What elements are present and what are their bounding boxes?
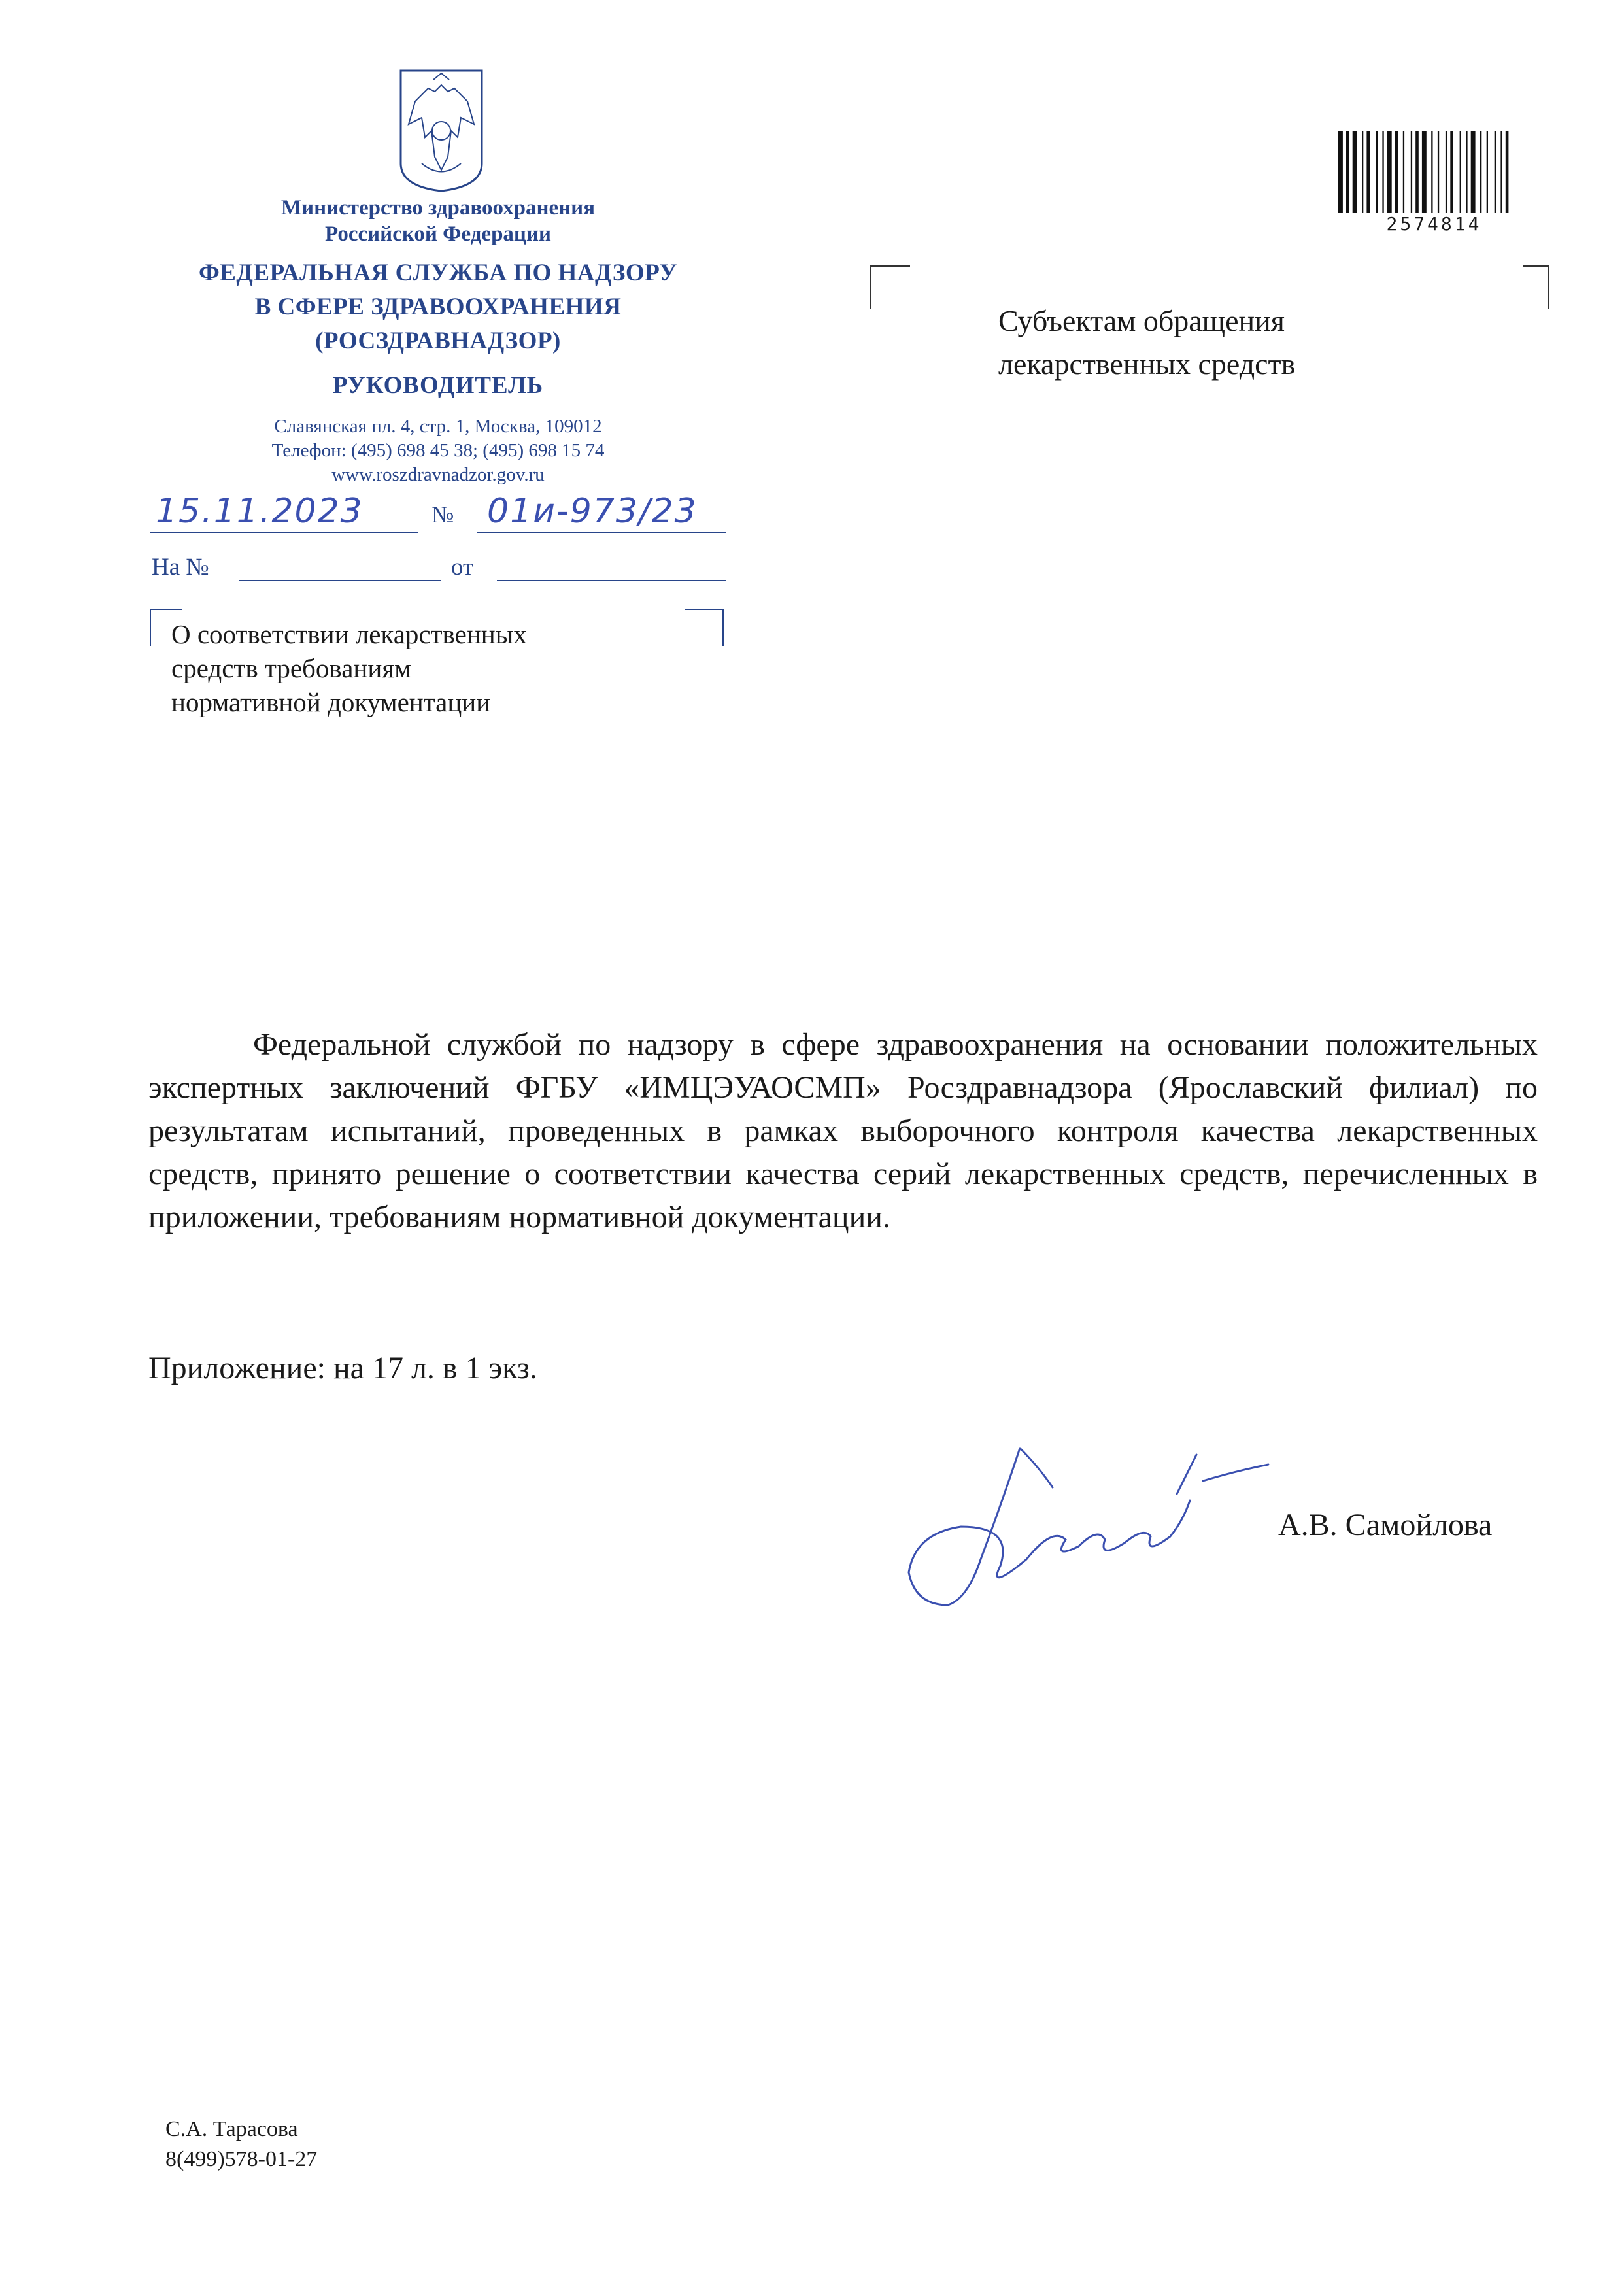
- addressee: [998, 299, 1443, 386]
- subject-line-2: средств требованиям: [171, 653, 412, 683]
- service-line-3: (РОСЗДРАВНАДЗОР): [315, 328, 561, 354]
- registration-number: 01и-973/23: [487, 492, 698, 531]
- contact-block: [157, 415, 719, 487]
- barcode-number: 2574814: [1386, 213, 1482, 235]
- attachment-note: Приложение: на 17 л. в 1 экз.: [148, 1351, 537, 1385]
- number-sign: №: [431, 501, 454, 528]
- reference-number-line: [239, 575, 441, 583]
- ministry-line-1: Министерство здравоохранения: [280, 196, 596, 220]
- registration-date: 15.11.2023: [156, 492, 364, 531]
- barcode-icon: [1337, 131, 1531, 213]
- letter-body: Федеральной службой по надзору в сфере здравоохранения на основании положительных экспертных заключений ФГБУ «ИМЦЭУАОСМП» Росздравнадзора (Ярославский филиал) по результатам испытаний, проведенных в рамках выборочного контроля качества лекарственных средств, принято решение о соответствии качества серий лекарственных средств, перечисленных в приложении, требованиям нормативной документации.: [148, 1027, 1538, 1234]
- phone-numbers: Телефон: (495) 698 45 38; (495) 698 15 74: [271, 440, 605, 461]
- reference-date-line: [497, 575, 726, 583]
- signer-name: А.В. Самойлова: [1278, 1508, 1493, 1542]
- position-title: РУКОВОДИТЕЛЬ: [332, 372, 544, 399]
- website: www.roszdravnadzor.gov.ru: [331, 464, 545, 485]
- postal-address: Славянская пл. 4, стр. 1, Москва, 109012: [274, 416, 602, 437]
- state-emblem-icon: [396, 65, 487, 193]
- ministry-line-2: Российской Федерации: [325, 222, 551, 246]
- service-name: [124, 256, 752, 358]
- subject-line-3: нормативной документации: [171, 687, 491, 717]
- executor-phone: 8(499)578-01-27: [165, 2147, 318, 2171]
- ministry-name: [157, 195, 719, 247]
- handwritten-signature: [902, 1429, 1281, 1618]
- reference-label: На №: [152, 554, 209, 581]
- letter-subject: [171, 617, 642, 719]
- service-line-2: В СФЕРЕ ЗДРАВООХРАНЕНИЯ: [254, 294, 622, 320]
- addressee-line-1: Субъектам обращения: [998, 304, 1285, 337]
- executor-name: С.А. Тарасова: [165, 2117, 298, 2141]
- reference-from-label: от: [451, 554, 474, 581]
- subject-line-1: О соответствии лекарственных: [171, 619, 527, 649]
- addressee-line-2: лекарственных средств: [998, 347, 1296, 381]
- service-line-1: ФЕДЕРАЛЬНАЯ СЛУЖБА ПО НАДЗОРУ: [198, 260, 678, 286]
